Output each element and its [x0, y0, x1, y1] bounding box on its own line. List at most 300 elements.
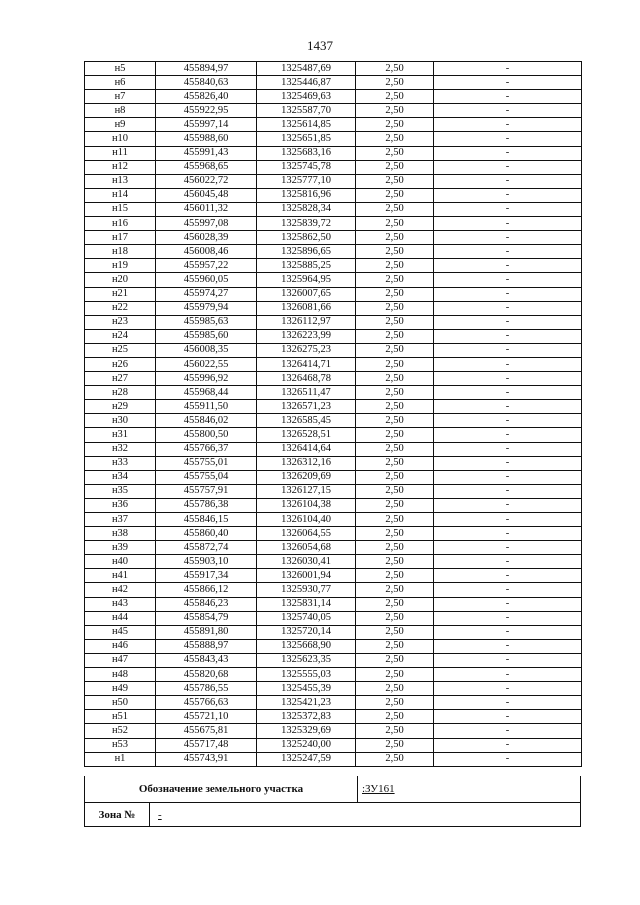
point-name-cell: н49 — [85, 682, 156, 696]
x-coordinate-cell: 456028,39 — [156, 231, 257, 245]
x-coordinate-cell: 455721,10 — [156, 710, 257, 724]
x-coordinate-cell: 455985,63 — [156, 315, 257, 329]
accuracy-cell: 2,50 — [356, 301, 434, 315]
description-cell: - — [434, 132, 582, 146]
point-name-cell: н6 — [85, 76, 156, 90]
table-row — [85, 752, 582, 766]
x-coordinate-cell: 455960,05 — [156, 273, 257, 287]
table-row — [85, 456, 582, 470]
description-cell: - — [434, 315, 582, 329]
point-name-cell: н1 — [85, 752, 156, 766]
table-row — [85, 372, 582, 386]
x-coordinate-cell: 455843,43 — [156, 653, 257, 667]
accuracy-cell: 2,50 — [356, 682, 434, 696]
point-name-cell: н17 — [85, 231, 156, 245]
table-row — [85, 329, 582, 343]
table-row — [85, 245, 582, 259]
table-row — [85, 146, 582, 160]
point-name-cell: н26 — [85, 357, 156, 371]
y-coordinate-cell: 1326081,66 — [257, 301, 356, 315]
point-name-cell: н5 — [85, 62, 156, 76]
x-coordinate-cell: 455826,40 — [156, 90, 257, 104]
x-coordinate-cell: 455997,08 — [156, 217, 257, 231]
table-row — [85, 470, 582, 484]
table-row — [85, 653, 582, 667]
accuracy-cell: 2,50 — [356, 174, 434, 188]
table-row — [85, 442, 582, 456]
description-cell: - — [434, 76, 582, 90]
point-name-cell: н37 — [85, 513, 156, 527]
x-coordinate-cell: 455854,79 — [156, 611, 257, 625]
point-name-cell: н12 — [85, 160, 156, 174]
y-coordinate-cell: 1325930,77 — [257, 583, 356, 597]
y-coordinate-cell: 1325740,05 — [257, 611, 356, 625]
description-cell: - — [434, 653, 582, 667]
description-cell: - — [434, 357, 582, 371]
x-coordinate-cell: 456011,32 — [156, 202, 257, 216]
zone-row — [84, 803, 581, 827]
y-coordinate-cell: 1325421,23 — [257, 696, 356, 710]
accuracy-cell: 2,50 — [356, 62, 434, 76]
y-coordinate-cell: 1326585,45 — [257, 414, 356, 428]
y-coordinate-cell: 1326528,51 — [257, 428, 356, 442]
description-cell: - — [434, 484, 582, 498]
accuracy-cell: 2,50 — [356, 668, 434, 682]
x-coordinate-cell: 456022,72 — [156, 174, 257, 188]
y-coordinate-cell: 1325247,59 — [257, 752, 356, 766]
table-row — [85, 569, 582, 583]
description-cell: - — [434, 456, 582, 470]
point-name-cell: н24 — [85, 329, 156, 343]
description-cell: - — [434, 639, 582, 653]
y-coordinate-cell: 1326001,94 — [257, 569, 356, 583]
x-coordinate-cell: 455840,63 — [156, 76, 257, 90]
point-name-cell: н9 — [85, 118, 156, 132]
y-coordinate-cell: 1325896,65 — [257, 245, 356, 259]
description-cell: - — [434, 569, 582, 583]
accuracy-cell: 2,50 — [356, 752, 434, 766]
point-name-cell: н35 — [85, 484, 156, 498]
y-coordinate-cell: 1326223,99 — [257, 329, 356, 343]
x-coordinate-cell: 455755,01 — [156, 456, 257, 470]
description-cell: - — [434, 287, 582, 301]
accuracy-cell: 2,50 — [356, 118, 434, 132]
zone-value: - — [158, 808, 162, 821]
y-coordinate-cell: 1326112,97 — [257, 315, 356, 329]
y-coordinate-cell: 1326127,15 — [257, 484, 356, 498]
point-name-cell: н20 — [85, 273, 156, 287]
description-cell: - — [434, 696, 582, 710]
x-coordinate-cell: 455991,43 — [156, 146, 257, 160]
x-coordinate-cell: 456045,48 — [156, 188, 257, 202]
y-coordinate-cell: 1325964,95 — [257, 273, 356, 287]
point-name-cell: н44 — [85, 611, 156, 625]
description-cell: - — [434, 188, 582, 202]
x-coordinate-cell: 455872,74 — [156, 541, 257, 555]
coordinates-table-body — [85, 62, 582, 767]
description-cell: - — [434, 301, 582, 315]
table-row — [85, 428, 582, 442]
zone-label: Зона № — [85, 803, 150, 826]
point-name-cell: н31 — [85, 428, 156, 442]
description-cell: - — [434, 738, 582, 752]
table-row — [85, 343, 582, 357]
y-coordinate-cell: 1325455,39 — [257, 682, 356, 696]
x-coordinate-cell: 455903,10 — [156, 555, 257, 569]
point-name-cell: н27 — [85, 372, 156, 386]
accuracy-cell: 2,50 — [356, 273, 434, 287]
y-coordinate-cell: 1325683,16 — [257, 146, 356, 160]
y-coordinate-cell: 1325839,72 — [257, 217, 356, 231]
description-cell: - — [434, 90, 582, 104]
x-coordinate-cell: 455957,22 — [156, 259, 257, 273]
y-coordinate-cell: 1326468,78 — [257, 372, 356, 386]
description-cell: - — [434, 174, 582, 188]
table-row — [85, 527, 582, 541]
point-name-cell: н46 — [85, 639, 156, 653]
point-name-cell: н47 — [85, 653, 156, 667]
point-name-cell: н7 — [85, 90, 156, 104]
point-name-cell: н40 — [85, 555, 156, 569]
y-coordinate-cell: 1325777,10 — [257, 174, 356, 188]
x-coordinate-cell: 455766,63 — [156, 696, 257, 710]
description-cell: - — [434, 583, 582, 597]
accuracy-cell: 2,50 — [356, 259, 434, 273]
accuracy-cell: 2,50 — [356, 696, 434, 710]
x-coordinate-cell: 455755,04 — [156, 470, 257, 484]
y-coordinate-cell: 1326414,64 — [257, 442, 356, 456]
description-cell: - — [434, 597, 582, 611]
description-cell: - — [434, 625, 582, 639]
x-coordinate-cell: 455846,23 — [156, 597, 257, 611]
table-row — [85, 202, 582, 216]
description-cell: - — [434, 555, 582, 569]
x-coordinate-cell: 455846,02 — [156, 414, 257, 428]
accuracy-cell: 2,50 — [356, 414, 434, 428]
accuracy-cell: 2,50 — [356, 555, 434, 569]
table-row — [85, 160, 582, 174]
table-row — [85, 710, 582, 724]
point-name-cell: н43 — [85, 597, 156, 611]
x-coordinate-cell: 455911,50 — [156, 400, 257, 414]
accuracy-cell: 2,50 — [356, 583, 434, 597]
accuracy-cell: 2,50 — [356, 357, 434, 371]
table-row — [85, 611, 582, 625]
x-coordinate-cell: 455888,97 — [156, 639, 257, 653]
point-name-cell: н22 — [85, 301, 156, 315]
y-coordinate-cell: 1326064,55 — [257, 527, 356, 541]
table-row — [85, 583, 582, 597]
table-row — [85, 62, 582, 76]
y-coordinate-cell: 1325831,14 — [257, 597, 356, 611]
description-cell: - — [434, 146, 582, 160]
y-coordinate-cell: 1325587,70 — [257, 104, 356, 118]
y-coordinate-cell: 1326104,38 — [257, 498, 356, 512]
description-cell: - — [434, 611, 582, 625]
accuracy-cell: 2,50 — [356, 245, 434, 259]
point-name-cell: н39 — [85, 541, 156, 555]
x-coordinate-cell: 455996,92 — [156, 372, 257, 386]
point-name-cell: н16 — [85, 217, 156, 231]
point-name-cell: н51 — [85, 710, 156, 724]
table-row — [85, 76, 582, 90]
x-coordinate-cell: 455988,60 — [156, 132, 257, 146]
y-coordinate-cell: 1325828,34 — [257, 202, 356, 216]
description-cell: - — [434, 231, 582, 245]
accuracy-cell: 2,50 — [356, 456, 434, 470]
point-name-cell: н21 — [85, 287, 156, 301]
table-row — [85, 104, 582, 118]
y-coordinate-cell: 1326275,23 — [257, 343, 356, 357]
description-cell: - — [434, 470, 582, 484]
x-coordinate-cell: 455675,81 — [156, 724, 257, 738]
accuracy-cell: 2,50 — [356, 188, 434, 202]
accuracy-cell: 2,50 — [356, 569, 434, 583]
y-coordinate-cell: 1326209,69 — [257, 470, 356, 484]
table-row — [85, 386, 582, 400]
accuracy-cell: 2,50 — [356, 513, 434, 527]
accuracy-cell: 2,50 — [356, 231, 434, 245]
table-row — [85, 357, 582, 371]
point-name-cell: н52 — [85, 724, 156, 738]
y-coordinate-cell: 1325651,85 — [257, 132, 356, 146]
accuracy-cell: 2,50 — [356, 597, 434, 611]
y-coordinate-cell: 1325862,50 — [257, 231, 356, 245]
table-row — [85, 682, 582, 696]
table-row — [85, 231, 582, 245]
accuracy-cell: 2,50 — [356, 710, 434, 724]
table-row — [85, 400, 582, 414]
table-row — [85, 513, 582, 527]
description-cell: - — [434, 513, 582, 527]
point-name-cell: н19 — [85, 259, 156, 273]
table-row — [85, 118, 582, 132]
point-name-cell: н53 — [85, 738, 156, 752]
x-coordinate-cell: 456008,35 — [156, 343, 257, 357]
y-coordinate-cell: 1325745,78 — [257, 160, 356, 174]
accuracy-cell: 2,50 — [356, 315, 434, 329]
table-row — [85, 301, 582, 315]
point-name-cell: н50 — [85, 696, 156, 710]
accuracy-cell: 2,50 — [356, 470, 434, 484]
accuracy-cell: 2,50 — [356, 442, 434, 456]
point-name-cell: н28 — [85, 386, 156, 400]
description-cell: - — [434, 217, 582, 231]
y-coordinate-cell: 1326007,65 — [257, 287, 356, 301]
description-cell: - — [434, 724, 582, 738]
description-cell: - — [434, 245, 582, 259]
accuracy-cell: 2,50 — [356, 372, 434, 386]
point-name-cell: н38 — [85, 527, 156, 541]
point-name-cell: н33 — [85, 456, 156, 470]
accuracy-cell: 2,50 — [356, 104, 434, 118]
y-coordinate-cell: 1326571,23 — [257, 400, 356, 414]
table-row — [85, 625, 582, 639]
y-coordinate-cell: 1325329,69 — [257, 724, 356, 738]
x-coordinate-cell: 455891,80 — [156, 625, 257, 639]
point-name-cell: н34 — [85, 470, 156, 484]
accuracy-cell: 2,50 — [356, 160, 434, 174]
table-row — [85, 639, 582, 653]
accuracy-cell: 2,50 — [356, 625, 434, 639]
point-name-cell: н8 — [85, 104, 156, 118]
parcel-designation-label: Обозначение земельного участка — [85, 776, 358, 802]
x-coordinate-cell: 455974,27 — [156, 287, 257, 301]
point-name-cell: н41 — [85, 569, 156, 583]
x-coordinate-cell: 455979,94 — [156, 301, 257, 315]
table-row — [85, 273, 582, 287]
description-cell: - — [434, 202, 582, 216]
table-row — [85, 541, 582, 555]
table-row — [85, 315, 582, 329]
y-coordinate-cell: 1325614,85 — [257, 118, 356, 132]
x-coordinate-cell: 455757,91 — [156, 484, 257, 498]
description-cell: - — [434, 118, 582, 132]
x-coordinate-cell: 455860,40 — [156, 527, 257, 541]
accuracy-cell: 2,50 — [356, 217, 434, 231]
y-coordinate-cell: 1325487,69 — [257, 62, 356, 76]
x-coordinate-cell: 455917,34 — [156, 569, 257, 583]
x-coordinate-cell: 455985,60 — [156, 329, 257, 343]
description-cell: - — [434, 386, 582, 400]
x-coordinate-cell: 455766,37 — [156, 442, 257, 456]
x-coordinate-cell: 455846,15 — [156, 513, 257, 527]
x-coordinate-cell: 455866,12 — [156, 583, 257, 597]
point-name-cell: н11 — [85, 146, 156, 160]
table-row — [85, 597, 582, 611]
point-name-cell: н36 — [85, 498, 156, 512]
accuracy-cell: 2,50 — [356, 146, 434, 160]
description-cell: - — [434, 259, 582, 273]
point-name-cell: н45 — [85, 625, 156, 639]
point-name-cell: н25 — [85, 343, 156, 357]
x-coordinate-cell: 455717,48 — [156, 738, 257, 752]
table-row — [85, 90, 582, 104]
description-cell: - — [434, 160, 582, 174]
y-coordinate-cell: 1325885,25 — [257, 259, 356, 273]
accuracy-cell: 2,50 — [356, 386, 434, 400]
accuracy-cell: 2,50 — [356, 541, 434, 555]
description-cell: - — [434, 541, 582, 555]
point-name-cell: н30 — [85, 414, 156, 428]
page-number: 1437 — [307, 38, 333, 53]
accuracy-cell: 2,50 — [356, 611, 434, 625]
x-coordinate-cell: 456022,55 — [156, 357, 257, 371]
y-coordinate-cell: 1325240,00 — [257, 738, 356, 752]
point-name-cell: н23 — [85, 315, 156, 329]
table-row — [85, 724, 582, 738]
table-row — [85, 287, 582, 301]
table-row — [85, 132, 582, 146]
parcel-designation-value: :ЗУ161 — [362, 783, 395, 795]
accuracy-cell: 2,50 — [356, 738, 434, 752]
x-coordinate-cell: 455968,44 — [156, 386, 257, 400]
x-coordinate-cell: 455997,14 — [156, 118, 257, 132]
point-name-cell: н29 — [85, 400, 156, 414]
point-name-cell: н42 — [85, 583, 156, 597]
accuracy-cell: 2,50 — [356, 90, 434, 104]
accuracy-cell: 2,50 — [356, 527, 434, 541]
table-row — [85, 696, 582, 710]
x-coordinate-cell: 455894,97 — [156, 62, 257, 76]
table-row — [85, 188, 582, 202]
table-row — [85, 414, 582, 428]
accuracy-cell: 2,50 — [356, 329, 434, 343]
description-cell: - — [434, 668, 582, 682]
x-coordinate-cell: 456008,46 — [156, 245, 257, 259]
coordinates-table — [84, 61, 582, 767]
description-cell: - — [434, 498, 582, 512]
accuracy-cell: 2,50 — [356, 202, 434, 216]
y-coordinate-cell: 1325372,83 — [257, 710, 356, 724]
accuracy-cell: 2,50 — [356, 498, 434, 512]
y-coordinate-cell: 1325446,87 — [257, 76, 356, 90]
table-row — [85, 259, 582, 273]
point-name-cell: н14 — [85, 188, 156, 202]
description-cell: - — [434, 400, 582, 414]
x-coordinate-cell: 455786,55 — [156, 682, 257, 696]
x-coordinate-cell: 455820,68 — [156, 668, 257, 682]
point-name-cell: н48 — [85, 668, 156, 682]
description-cell: - — [434, 273, 582, 287]
y-coordinate-cell: 1325555,03 — [257, 668, 356, 682]
accuracy-cell: 2,50 — [356, 653, 434, 667]
parcel-designation-row — [84, 776, 581, 803]
table-row — [85, 174, 582, 188]
y-coordinate-cell: 1326030,41 — [257, 555, 356, 569]
y-coordinate-cell: 1325668,90 — [257, 639, 356, 653]
point-name-cell: н15 — [85, 202, 156, 216]
accuracy-cell: 2,50 — [356, 428, 434, 442]
table-row — [85, 498, 582, 512]
description-cell: - — [434, 752, 582, 766]
y-coordinate-cell: 1325720,14 — [257, 625, 356, 639]
accuracy-cell: 2,50 — [356, 484, 434, 498]
accuracy-cell: 2,50 — [356, 287, 434, 301]
x-coordinate-cell: 455922,95 — [156, 104, 257, 118]
x-coordinate-cell: 455800,50 — [156, 428, 257, 442]
accuracy-cell: 2,50 — [356, 400, 434, 414]
description-cell: - — [434, 372, 582, 386]
point-name-cell: н32 — [85, 442, 156, 456]
description-cell: - — [434, 414, 582, 428]
description-cell: - — [434, 329, 582, 343]
point-name-cell: н18 — [85, 245, 156, 259]
x-coordinate-cell: 455968,65 — [156, 160, 257, 174]
y-coordinate-cell: 1326312,16 — [257, 456, 356, 470]
table-row — [85, 668, 582, 682]
description-cell: - — [434, 343, 582, 357]
y-coordinate-cell: 1326511,47 — [257, 386, 356, 400]
table-row — [85, 738, 582, 752]
description-cell: - — [434, 527, 582, 541]
y-coordinate-cell: 1325816,96 — [257, 188, 356, 202]
description-cell: - — [434, 62, 582, 76]
description-cell: - — [434, 428, 582, 442]
table-row — [85, 484, 582, 498]
y-coordinate-cell: 1325469,63 — [257, 90, 356, 104]
y-coordinate-cell: 1326414,71 — [257, 357, 356, 371]
accuracy-cell: 2,50 — [356, 639, 434, 653]
accuracy-cell: 2,50 — [356, 132, 434, 146]
y-coordinate-cell: 1325623,35 — [257, 653, 356, 667]
description-cell: - — [434, 710, 582, 724]
description-cell: - — [434, 442, 582, 456]
y-coordinate-cell: 1326104,40 — [257, 513, 356, 527]
point-name-cell: н10 — [85, 132, 156, 146]
accuracy-cell: 2,50 — [356, 343, 434, 357]
x-coordinate-cell: 455786,38 — [156, 498, 257, 512]
